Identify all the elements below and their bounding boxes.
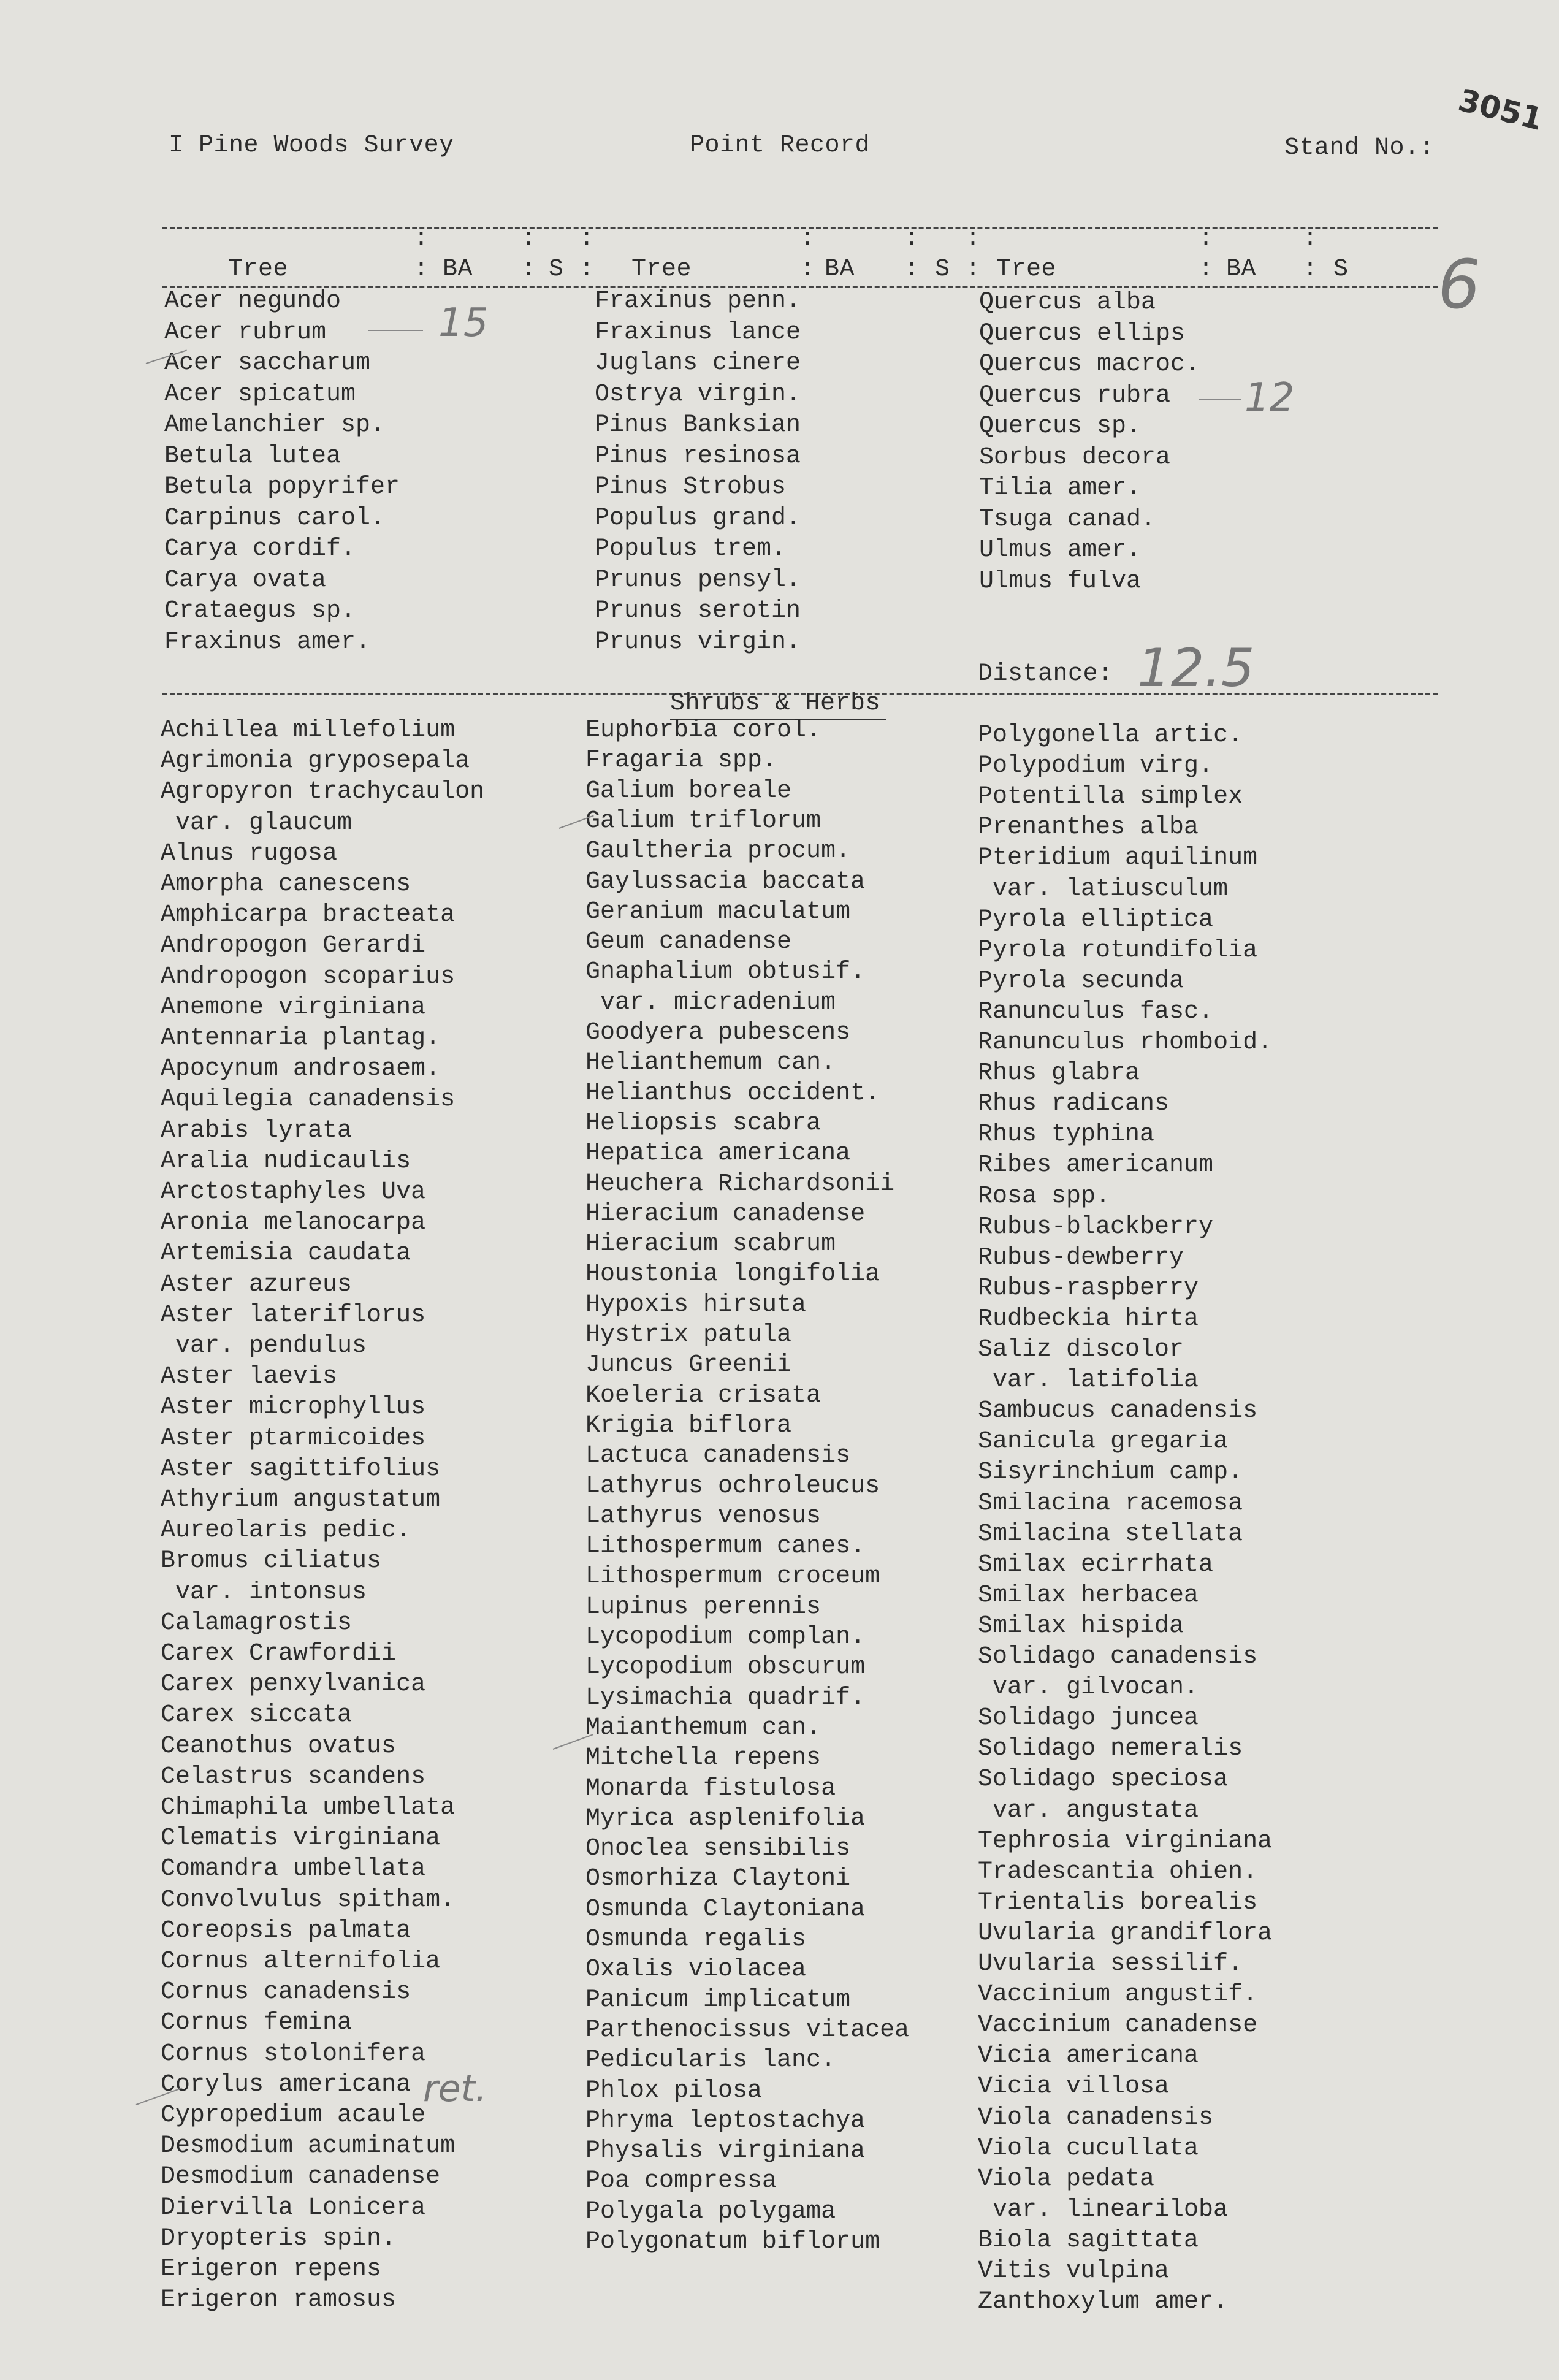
tree-species: Betula popyrifer [164, 473, 400, 501]
tree-species: Carya ovata [164, 566, 327, 594]
plant-species: Onoclea sensibilis [585, 1835, 851, 1863]
plant-species: Rubus-raspberry [978, 1274, 1199, 1302]
quercus-rubra-dash [1199, 399, 1241, 400]
plant-species: Maianthemum can. [585, 1714, 821, 1742]
plant-species: Smilax hispida [978, 1612, 1184, 1640]
plant-species: Convolvulus spitham. [161, 1886, 456, 1914]
plant-species: Andropogon scoparius [161, 963, 456, 991]
tree-species: Acer negundo [164, 288, 341, 315]
distance-label: Distance: [978, 660, 1113, 688]
ba-header-1: BA [443, 256, 473, 283]
plant-species: Cornus canadensis [161, 1978, 411, 2007]
plant-species: Prenanthes alba [978, 814, 1199, 842]
plant-species: Phlox pilosa [585, 2077, 763, 2105]
tree-species: Populus grand. [595, 504, 801, 532]
quercus-rubra-ba: 12 [1245, 375, 1295, 421]
plant-species: var. latiusculum [993, 875, 1229, 903]
sep: : [966, 256, 981, 283]
tree-header-1: Tree [228, 256, 289, 283]
tree-species: Carpinus carol. [164, 504, 386, 532]
plant-species: Amorpha canescens [161, 871, 411, 898]
plant-species: Rubus-blackberry [978, 1213, 1214, 1241]
plant-species: Solidago canadensis [978, 1643, 1258, 1671]
plant-species: Mitchella repens [585, 1744, 821, 1772]
plant-species: Smilacina stellata [978, 1520, 1243, 1548]
plant-species: Dryopteris spin. [161, 2224, 397, 2252]
plant-species: Helianthemum can. [585, 1049, 836, 1077]
tree-species: Fraxinus amer. [164, 628, 371, 656]
plant-species: Athyrium angustatum [161, 1486, 441, 1514]
plant-species: Agrimonia gryposepala [161, 747, 470, 776]
tree-species: Amelanchier sp. [164, 411, 386, 439]
acer-rubrum-ba: 15 [438, 300, 489, 346]
sep: : [579, 225, 595, 253]
sep: : [521, 256, 536, 283]
plant-species: Carex penxylvanica [161, 1671, 426, 1699]
tree-species: Pinus Banksian [595, 411, 801, 439]
plant-species: Hieracium scabrum [585, 1230, 836, 1259]
tree-species: Fraxinus lance [595, 318, 801, 346]
plant-species: Cornus alternifolia [161, 1948, 441, 1975]
plant-species: Comandra umbellata [161, 1855, 426, 1883]
plant-species: Aster sagittifolius [161, 1455, 441, 1483]
tree-species: Fraxinus penn. [595, 288, 801, 315]
tree-species: Tsuga canad. [979, 505, 1156, 533]
plant-species: Anemone virginiana [161, 993, 426, 1021]
plant-species: Agropyron trachycaulon [161, 778, 485, 806]
sep: : [1303, 256, 1318, 283]
s-header-2: S [935, 256, 950, 283]
plant-species: Potentilla simplex [978, 783, 1243, 811]
plant-species: Oxalis violacea [585, 1956, 807, 1984]
plant-species: Heliopsis scabra [585, 1109, 821, 1137]
plant-species: Viola pedata [978, 2165, 1155, 2193]
plant-species: Aquilegia canadensis [161, 1086, 456, 1114]
plant-species: Pyrola secunda [978, 967, 1184, 995]
plant-species: Hieracium canadense [585, 1200, 866, 1228]
plant-species: Cornus femina [161, 2009, 353, 2037]
plant-species: Viola canadensis [978, 2103, 1214, 2132]
tree-species: Ostrya virgin. [595, 380, 801, 408]
plant-species: var. glaucum [175, 809, 353, 837]
plant-species: Lupinus perennis [585, 1593, 821, 1621]
plant-species: Gaylussacia baccata [585, 868, 866, 896]
plant-species: Carex siccata [161, 1701, 353, 1730]
tree-species: Quercus ellips [979, 319, 1186, 348]
plant-species: Smilax ecirrhata [978, 1550, 1214, 1579]
sep: : [904, 256, 920, 283]
tree-species: Acer rubrum [164, 318, 327, 346]
plant-species: Tradescantia ohien. [978, 1858, 1258, 1886]
plant-species: Sisyrinchium camp. [978, 1459, 1243, 1487]
tree-species: Acer saccharum [164, 349, 371, 377]
plant-species: Goodyera pubescens [585, 1019, 851, 1047]
plant-species: Poa compressa [585, 2167, 777, 2195]
plant-species: Osmunda Claytoniana [585, 1895, 866, 1923]
sep: : [904, 225, 920, 253]
plant-species: Trientalis borealis [978, 1888, 1258, 1917]
plant-species: Smilax herbacea [978, 1581, 1199, 1609]
plant-species: Ranunculus rhomboid. [978, 1029, 1273, 1056]
plant-species: Arabis lyrata [161, 1116, 353, 1145]
plant-species: Rudbeckia hirta [978, 1305, 1199, 1333]
plant-species: Parthenocissus vitacea [585, 2016, 910, 2044]
plant-species: Cypropedium acaule [161, 2102, 426, 2129]
plant-species: Physalis virginiana [585, 2137, 866, 2165]
sep: : [1199, 225, 1214, 253]
plant-species: Myrica asplenifolia [585, 1804, 866, 1833]
plant-species: Aronia melanocarpa [161, 1209, 426, 1237]
tree-species: Ulmus fulva [979, 567, 1142, 595]
plant-species: var. pendulus [175, 1332, 367, 1360]
plant-species: Zanthoxylum amer. [978, 2288, 1229, 2316]
stand-number: 3051 [1455, 82, 1547, 137]
tree-species: Quercus macroc. [979, 351, 1200, 378]
plant-species: Galium boreale [585, 777, 792, 805]
plant-species: Polygonella artic. [978, 722, 1243, 749]
tree-species: Quercus alba [979, 289, 1156, 316]
sep: : [414, 225, 429, 253]
plant-species: Vaccinium canadense [978, 2012, 1258, 2040]
plant-species: Lathyrus venosus [585, 1502, 821, 1530]
plant-species: var. lineariloba [993, 2195, 1229, 2224]
sep: : [521, 225, 536, 253]
tree-species: Ulmus amer. [979, 536, 1142, 564]
plant-species: Lactuca canadensis [585, 1442, 851, 1470]
plant-species: Saliz discolor [978, 1336, 1184, 1364]
plant-species: Vicia villosa [978, 2073, 1170, 2101]
plant-species: Solidago nemeralis [978, 1735, 1243, 1763]
plant-species: Bromus ciliatus [161, 1547, 382, 1576]
plant-species: Hypoxis hirsuta [585, 1291, 807, 1319]
plant-species: Arctostaphyles Uva [161, 1178, 426, 1206]
plant-species: Viola cucullata [978, 2134, 1199, 2162]
plant-species: Andropogon Gerardi [161, 932, 426, 960]
plant-species: Clematis virginiana [161, 1825, 441, 1853]
tree-species: Quercus sp. [979, 413, 1142, 440]
sep: : [800, 256, 815, 283]
ba-header-2: BA [825, 256, 855, 283]
tree-species: Prunus virgin. [595, 628, 801, 656]
plant-species: Phryma leptostachya [585, 2107, 866, 2135]
tree-header-2: Tree [631, 256, 692, 283]
plant-species: Lysimachia quadrif. [585, 1684, 866, 1712]
plant-species: Aureolaris pedic. [161, 1517, 411, 1545]
plant-species: Aster laevis [161, 1363, 338, 1391]
plant-species: Uvularia grandiflora [978, 1919, 1273, 1947]
plant-species: Sambucus canadensis [978, 1397, 1258, 1425]
sep: : [414, 256, 429, 283]
plant-species: Pteridium aquilinum [978, 844, 1258, 872]
plant-species: Chimaphila umbellata [161, 1794, 456, 1821]
tree-species: Prunus pensyl. [595, 566, 801, 594]
plant-species: Amphicarpa bracteata [161, 901, 456, 929]
survey-title: I Pine Woods Survey [169, 132, 454, 159]
plant-species: Aster ptarmicoides [161, 1424, 426, 1452]
plant-species: Alnus rugosa [161, 839, 338, 868]
sep: : [1303, 225, 1318, 253]
plant-species: Euphorbia corol. [585, 717, 821, 744]
stand-label: Stand No.: [1284, 134, 1435, 162]
plant-species: Sanicula gregaria [978, 1428, 1229, 1456]
plant-species: Uvularia sessilif. [978, 1950, 1243, 1978]
plant-species: Rubus-dewberry [978, 1243, 1184, 1272]
plant-species: Pyrola rotundifolia [978, 936, 1258, 964]
tree-species: Pinus Strobus [595, 473, 787, 501]
tree-species: Crataegus sp. [164, 597, 356, 625]
plant-species: Juncus Greenii [585, 1351, 792, 1379]
plant-species: Ranunculus fasc. [978, 997, 1214, 1026]
plant-species: Rosa spp. [978, 1182, 1111, 1210]
plant-species: Cornus stolonifera [161, 2040, 426, 2068]
plant-species: Vitis vulpina [978, 2257, 1170, 2285]
corylus-note: ret. [423, 2067, 487, 2110]
plant-species: Vicia americana [978, 2042, 1199, 2070]
plant-species: Polygala polygama [585, 2197, 836, 2226]
plant-species: Aster lateriflorus [161, 1301, 426, 1329]
plant-species: Lithospermum canes. [585, 1533, 866, 1561]
sep: : [1199, 256, 1214, 283]
plant-species: Rhus typhina [978, 1121, 1155, 1149]
plant-species: Coreopsis palmata [161, 1917, 411, 1945]
plant-species: Lycopodium obscurum [585, 1653, 866, 1682]
plant-species: Apocynum androsaem. [161, 1055, 441, 1083]
plant-species: Vaccinium angustif. [978, 1981, 1258, 2009]
plant-species: Krigia biflora [585, 1411, 792, 1440]
plant-species: var. angustata [993, 1796, 1199, 1825]
plant-species: Erigeron repens [161, 2256, 382, 2283]
plant-species: Polygonatum biflorum [585, 2228, 880, 2256]
s-header-3: S [1333, 256, 1349, 283]
plant-species: Koeleria crisata [585, 1381, 821, 1409]
plant-species: Fragaria spp. [585, 747, 777, 775]
plant-species: Erigeron ramosus [161, 2286, 397, 2314]
plant-species: Achillea millefolium [161, 717, 456, 744]
plant-species: Smilacina racemosa [978, 1489, 1243, 1517]
plant-species: Gaultheria procum. [585, 837, 851, 866]
plant-species: Ribes americanum [978, 1151, 1214, 1180]
plant-species: Corylus americana [161, 2070, 411, 2099]
plant-species: var. gilvocan. [993, 1674, 1199, 1702]
plant-species: Geranium maculatum [585, 898, 851, 926]
sep: : [579, 256, 595, 283]
tree-species: Tilia amer. [979, 475, 1142, 502]
plant-species: Lycopodium complan. [585, 1623, 866, 1651]
plant-species: Biola sagittata [978, 2226, 1199, 2254]
plant-species: var. intonsus [175, 1578, 367, 1606]
acer-rubrum-dash [368, 330, 423, 331]
plant-species: Lithospermum croceum [585, 1563, 880, 1591]
distance-value: 12.5 [1137, 638, 1255, 699]
plant-species: Aster azureus [161, 1270, 353, 1299]
plant-species: Pyrola elliptica [978, 906, 1214, 934]
plant-species: Pedicularis lanc. [585, 2046, 836, 2075]
plant-species: Osmorhiza Claytoni [585, 1865, 851, 1893]
plant-species: var. latifolia [993, 1367, 1199, 1395]
plant-species: Aralia nudicaulis [161, 1147, 411, 1175]
plant-species: Carex Crawfordii [161, 1640, 397, 1668]
plant-species: Solidago speciosa [978, 1766, 1229, 1794]
plant-species: Heuchera Richardsonii [585, 1170, 895, 1198]
plant-species: Rhus glabra [978, 1059, 1140, 1088]
plant-species: Galium triflorum [585, 807, 821, 835]
tree-species: Betula lutea [164, 442, 341, 470]
record-title: Point Record [690, 132, 871, 159]
plant-species: Gnaphalium obtusif. [585, 958, 866, 986]
plant-species: Aster microphyllus [161, 1394, 426, 1422]
plant-species: Desmodium canadense [161, 2163, 441, 2191]
s-header-1: S [549, 256, 564, 283]
plant-species: Solidago juncea [978, 1704, 1199, 1733]
tree-species: Quercus rubra [979, 381, 1171, 410]
ba-header-3: BA [1226, 256, 1257, 283]
tree-species: Populus trem. [595, 535, 787, 563]
plant-species: Celastrus scandens [161, 1763, 426, 1791]
plant-species: Osmunda regalis [585, 1926, 807, 1953]
plant-species: Ceanothus ovatus [161, 1732, 397, 1760]
plant-species: Helianthus occident. [585, 1079, 880, 1107]
plant-species: Diervilla Lonicera [161, 2194, 426, 2222]
plant-species: Rhus radicans [978, 1090, 1170, 1118]
plant-species: Antennaria plantag. [161, 1024, 441, 1052]
plant-species: Geum canadense [585, 928, 792, 956]
tree-species: Juglans cinere [595, 349, 801, 377]
shrubs-heading: Shrubs & Herbs [670, 690, 881, 717]
tree-species: Acer spicatum [164, 380, 356, 408]
tree-species: Prunus serotin [595, 597, 801, 625]
tree-species: Carya cordif. [164, 535, 356, 563]
plant-species: Hystrix patula [585, 1321, 792, 1349]
plant-species: Artemisia caudata [161, 1240, 411, 1268]
plant-species: Lathyrus ochroleucus [585, 1472, 880, 1500]
plant-species: var. micradenium [600, 988, 836, 1016]
plant-species: Monarda fistulosa [585, 1774, 836, 1802]
stand-value: 6 [1438, 245, 1481, 324]
plant-species: Houstonia longifolia [585, 1261, 880, 1289]
tree-header-3: Tree [996, 256, 1057, 283]
plant-species: Polypodium virg. [978, 752, 1214, 780]
sep: : [966, 225, 981, 253]
plant-species: Tephrosia virginiana [978, 1827, 1273, 1855]
plant-species: Desmodium acuminatum [161, 2132, 456, 2161]
tree-species: Pinus resinosa [595, 442, 801, 470]
plant-species: Hepatica americana [585, 1140, 851, 1168]
tree-species: Sorbus decora [979, 443, 1171, 471]
plant-species: Panicum implicatum [585, 1986, 851, 2014]
sep: : [800, 225, 815, 253]
plant-species: Calamagrostis [161, 1609, 353, 1637]
